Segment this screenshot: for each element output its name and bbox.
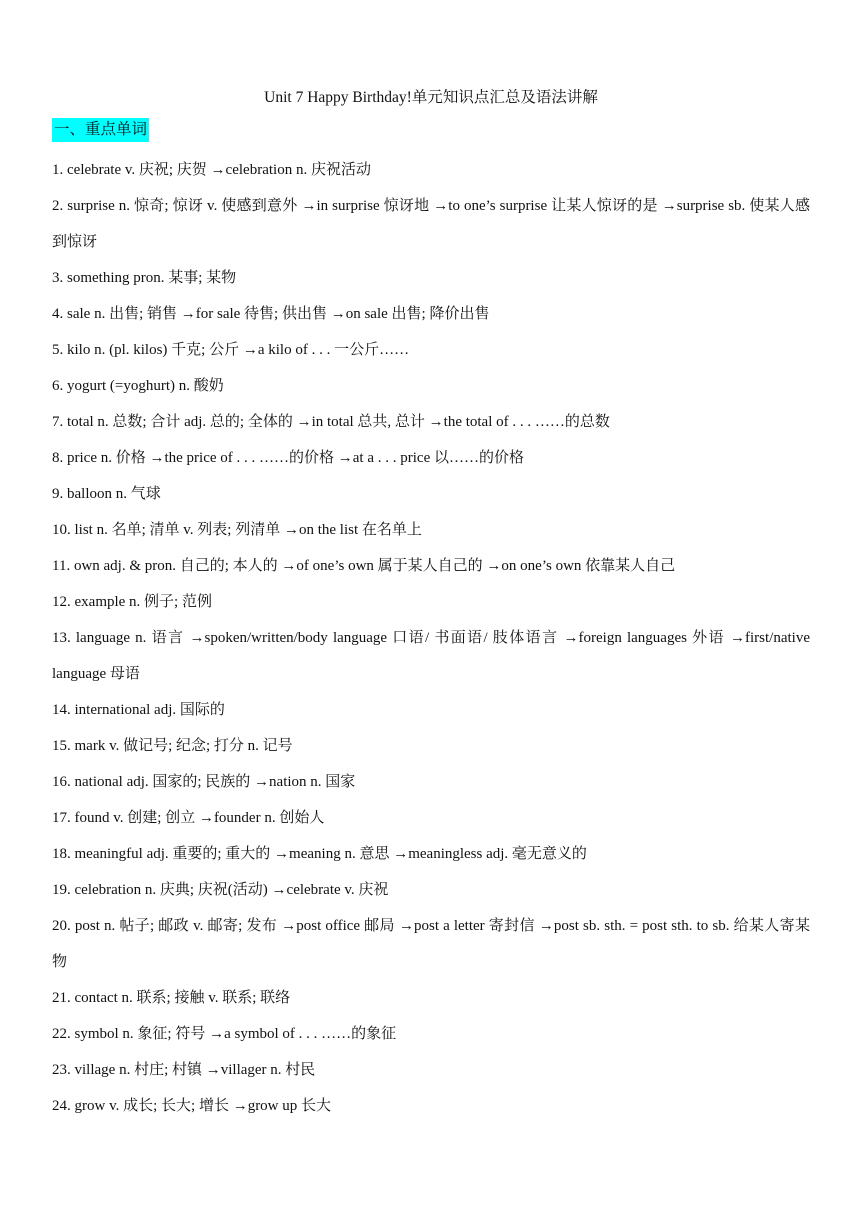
vocabulary-entry: 1. celebrate v. 庆祝; 庆贺 →celebration n. 庆祝活动 — [52, 162, 371, 178]
vocabulary-entry: 9. balloon n. 气球 — [52, 486, 161, 502]
vocabulary-entry: 14. international adj. 国际的 — [52, 702, 225, 718]
document-page — [52, 88, 810, 1124]
vocabulary-entry: 19. celebration n. 庆典; 庆祝(活动) →celebrate v. 庆祝 — [52, 882, 389, 898]
vocabulary-entry: 8. price n. 价格 →the price of . . . ……的价格 →at a . . . price 以……的价格 — [52, 450, 524, 466]
vocabulary-entry: 6. yogurt (=yoghurt) n. 酸奶 — [52, 378, 224, 394]
vocabulary-entry: 3. something pron. 某事; 某物 — [52, 270, 237, 286]
vocabulary-entry: 23. village n. 村庄; 村镇 →villager n. 村民 — [52, 1062, 316, 1078]
vocabulary-entry: 21. contact n. 联系; 接触 v. 联系; 联络 — [52, 990, 291, 1006]
vocabulary-entry: 13. language n. 语言 →spoken/written/body language 口语/ 书面语/ 肢体语言 →foreign languages 外语 →first/native language 母语 — [52, 630, 810, 682]
vocabulary-entry: 10. list n. 名单; 清单 v. 列表; 列清单 →on the list 在名单上 — [52, 522, 422, 538]
vocabulary-entry: 17. found v. 创建; 创立 →founder n. 创始人 — [52, 810, 325, 826]
vocabulary-entry: 5. kilo n. (pl. kilos) 千克; 公斤 →a kilo of . . . 一公斤…… — [52, 342, 410, 358]
document-title: Unit 7 Happy Birthday!单元知识点汇总及语法讲解 — [264, 89, 598, 106]
vocabulary-entry: 18. meaningful adj. 重要的; 重大的 →meaning n. 意思 →meaningless adj. 毫无意义的 — [52, 846, 587, 862]
vocabulary-entry: 7. total n. 总数; 合计 adj. 总的; 全体的 →in total 总共, 总计 →the total of . . . ……的总数 — [52, 414, 610, 430]
section-heading: 一、重点单词 — [52, 118, 149, 142]
vocabulary-entry: 12. example n. 例子; 范例 — [52, 594, 212, 610]
vocabulary-entry: 24. grow v. 成长; 长大; 增长 →grow up 长大 — [52, 1098, 332, 1114]
vocabulary-list — [52, 152, 810, 1124]
vocabulary-entry: 15. mark v. 做记号; 纪念; 打分 n. 记号 — [52, 738, 293, 754]
vocabulary-entry: 2. surprise n. 惊奇; 惊讶 v. 使感到意外 →in surprise 惊讶地 →to one’s surprise 让某人惊讶的是 →surprise sb. 使某人感到惊讶 — [52, 198, 810, 250]
vocabulary-entry: 11. own adj. & pron. 自己的; 本人的 →of one’s own 属于某人自己的 →on one’s own 依靠某人自己 — [52, 558, 676, 574]
vocabulary-entry: 16. national adj. 国家的; 民族的 →nation n. 国家 — [52, 774, 356, 790]
vocabulary-entry: 20. post n. 帖子; 邮政 v. 邮寄; 发布 →post office 邮局 →post a letter 寄封信 →post sb. sth. = post sth. to sb. 给某人寄某物 — [52, 918, 810, 970]
vocabulary-entry: 4. sale n. 出售; 销售 →for sale 待售; 供出售 →on sale 出售; 降价出售 — [52, 306, 490, 322]
vocabulary-entry: 22. symbol n. 象征; 符号 →a symbol of . . . ……的象征 — [52, 1026, 397, 1042]
